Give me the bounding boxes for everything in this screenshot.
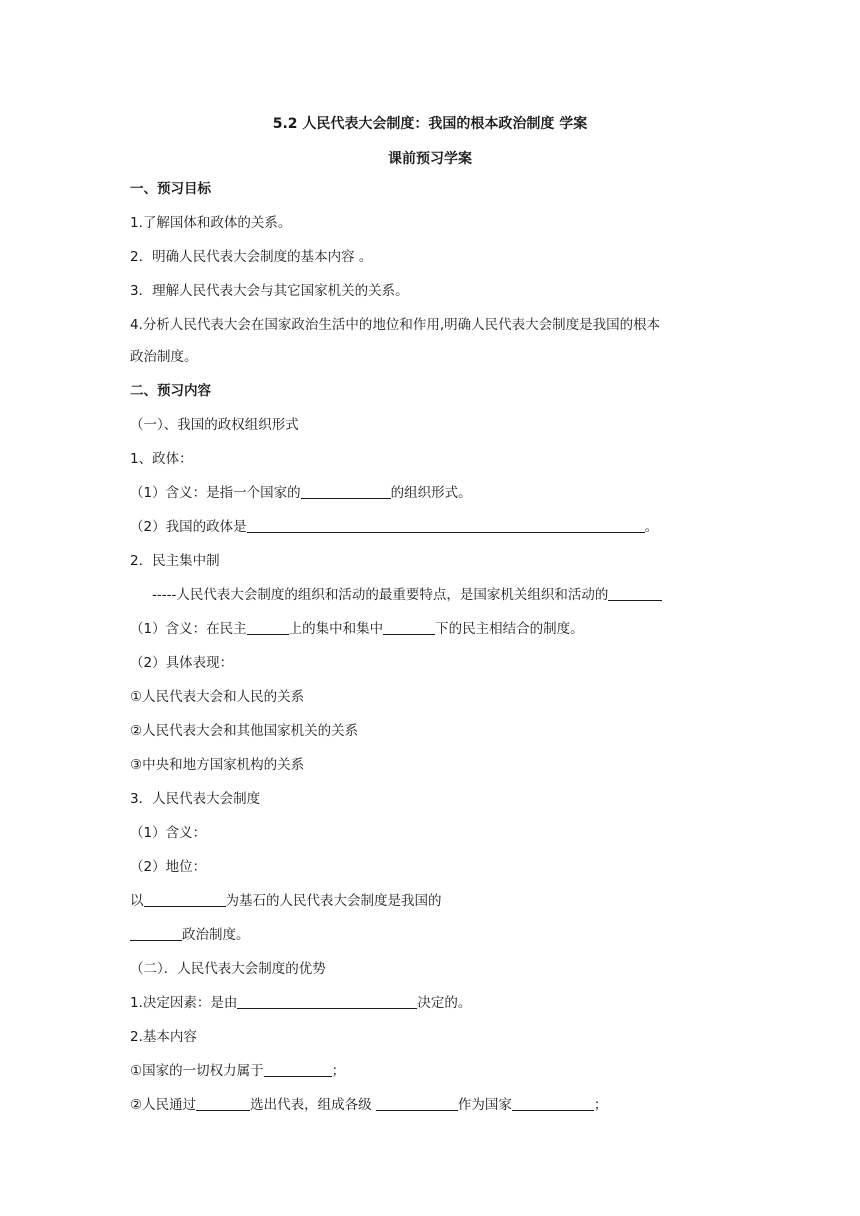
text-segment: 的组织形式。 <box>390 485 472 501</box>
document-subtitle: 课前预习学案 <box>388 151 472 167</box>
blank-field[interactable] <box>237 994 417 1009</box>
text-segment: 1.决定因素：是由 <box>130 995 238 1011</box>
rd-basis-line <box>130 892 442 910</box>
blank-field[interactable] <box>196 1096 250 1111</box>
text-segment: ； <box>593 1097 608 1113</box>
text-segment: ①国家的一切权力属于 <box>130 1063 264 1079</box>
text-segment: 决定的。 <box>417 995 472 1011</box>
text-segment: 作为国家 <box>457 1097 512 1113</box>
blank-field[interactable] <box>264 1062 332 1077</box>
document-title: 5.2 人民代表大会制度：我国的根本政治制度 学案 <box>272 116 588 132</box>
rd-system-line <box>130 926 250 944</box>
blank-field[interactable] <box>383 620 435 635</box>
blank-field[interactable] <box>144 892 226 907</box>
biaoxian-item-1: ①人民代表大会和人民的关系 <box>130 689 305 705</box>
biaoxian-heading: （2）具体表现： <box>130 655 234 671</box>
text-segment: ； <box>331 1063 346 1079</box>
biaoxian-item-2: ②人民代表大会和其他国家机关的关系 <box>130 723 359 739</box>
goal-2: 2．明确人民代表大会制度的基本内容 。 <box>130 249 373 265</box>
content-item-2 <box>130 1096 607 1114</box>
blank-field[interactable] <box>247 620 289 635</box>
text-segment: 以 <box>130 893 144 909</box>
blank-field[interactable] <box>301 484 391 499</box>
section-heading-content: 二、预习内容 <box>130 383 211 399</box>
zhengti-china-line <box>130 518 658 536</box>
goal-4-line1: 4.分析人民代表大会在国家政治生活中的地位和作用,明确人民代表大会制度是我国的根本 <box>130 317 661 333</box>
blank-field[interactable] <box>376 1096 458 1111</box>
text-segment: ②人民通过 <box>130 1097 197 1113</box>
blank-field[interactable] <box>512 1096 594 1111</box>
jiben-heading: 2.基本内容 <box>130 1029 197 1045</box>
text-segment: （1）含义：是指一个国家的 <box>130 485 301 501</box>
minzhu-heading: 2．民主集中制 <box>130 553 220 569</box>
text-segment: -----人民代表大会制度的组织和活动的最重要特点，是国家机关组织和活动的 <box>152 587 609 603</box>
goal-4-line2: 政治制度。 <box>130 349 198 365</box>
blank-field[interactable] <box>247 518 645 533</box>
jueding-line <box>130 994 471 1012</box>
part-1-heading: （一）、我国的政权组织形式 <box>130 417 299 433</box>
text-segment: （1）含义：在民主 <box>130 621 247 637</box>
text-segment: 为基石的人民代表大会制度是我国的 <box>225 893 442 909</box>
goal-1: 1.了解国体和政体的关系。 <box>130 215 292 231</box>
section-heading-goals: 一、预习目标 <box>130 181 211 197</box>
blank-field[interactable] <box>608 586 662 601</box>
rd-heading: 3．人民代表大会制度 <box>130 791 261 807</box>
zhengti-heading: 1、政体： <box>130 451 193 467</box>
text-segment: 上的集中和集中 <box>288 621 384 637</box>
rd-definition: （1）含义： <box>130 825 207 841</box>
blank-field[interactable] <box>130 926 182 941</box>
text-segment: 下的民主相结合的制度。 <box>435 621 584 637</box>
goal-3: 3．理解人民代表大会与其它国家机关的关系。 <box>130 283 409 299</box>
biaoxian-item-3: ③中央和地方国家机构的关系 <box>130 757 305 773</box>
rd-status: （2）地位： <box>130 859 207 875</box>
text-segment: 政治制度。 <box>182 927 250 943</box>
zhengti-definition-line <box>130 484 472 502</box>
minzhu-definition-line <box>130 620 584 638</box>
text-segment: （2）我国的政体是 <box>130 519 247 535</box>
text-segment: 。 <box>644 519 659 535</box>
text-segment: 选出代表，组成各级 <box>250 1097 376 1113</box>
minzhu-description-line <box>152 586 662 604</box>
part-2-heading: （二）．人民代表大会制度的优势 <box>130 961 326 977</box>
content-item-1 <box>130 1062 345 1080</box>
